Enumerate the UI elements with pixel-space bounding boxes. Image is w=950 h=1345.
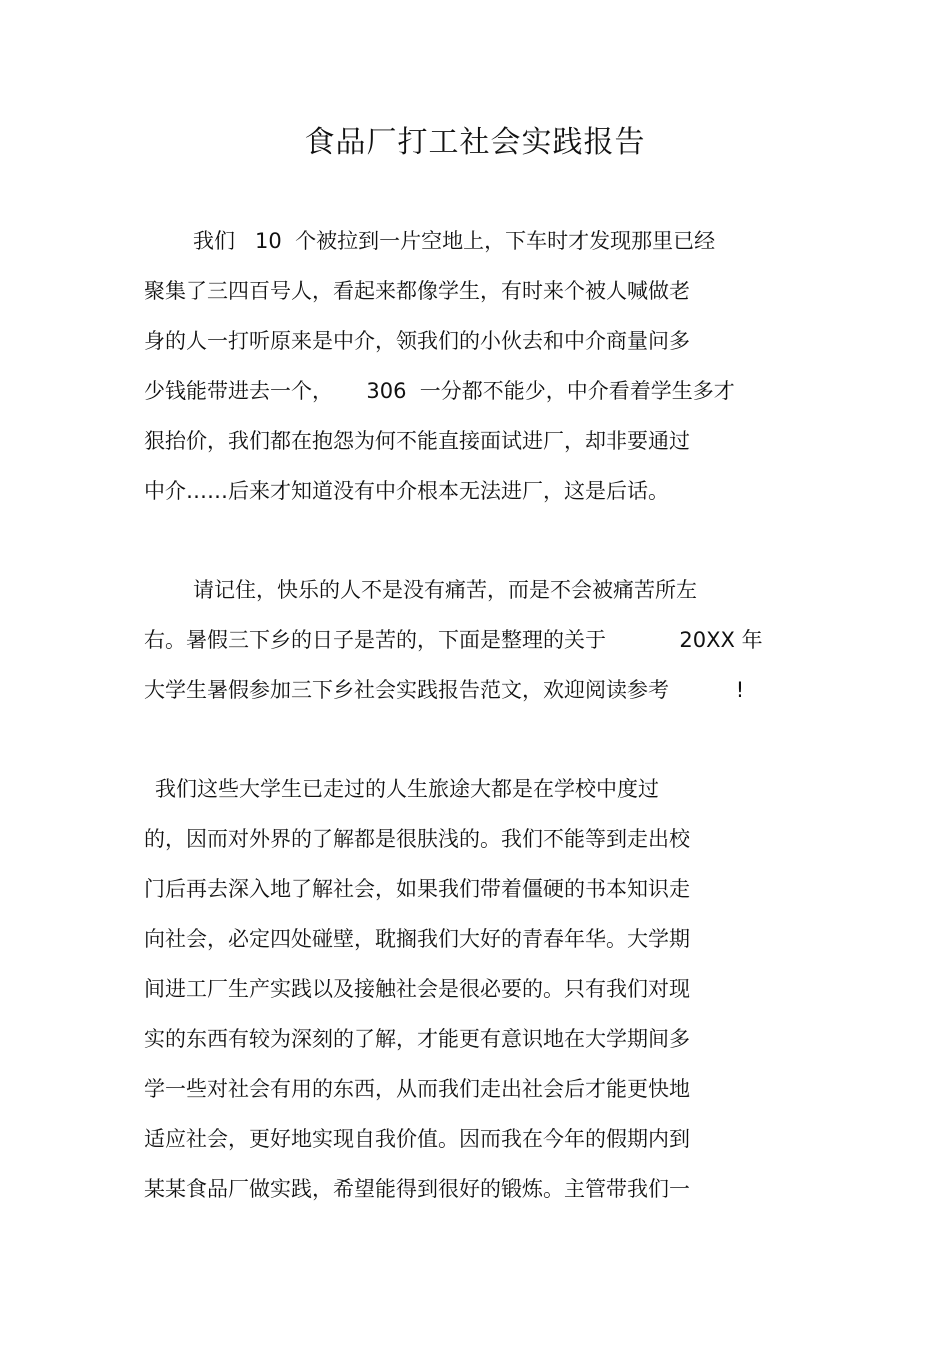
paragraph-3-line-9: 某某食品厂做实践，希望能得到很好的锻炼。主管带我们一 bbox=[144, 1177, 690, 1201]
paragraph-3-line-6: 实的东西有较为深刻的了解，才能更有意识地在大学期间多 bbox=[144, 1027, 690, 1051]
paragraph-3-line-2: 的，因而对外界的了解都是很肤浅的。我们不能等到走出校 bbox=[144, 827, 690, 851]
paragraph-2-line-3: 大学生暑假参加三下乡社会实践报告范文，欢迎阅读参考 ! bbox=[144, 678, 745, 702]
document-title: 食品厂打工社会实践报告 bbox=[304, 125, 646, 160]
paragraph-3-line-8: 适应社会，更好地实现自我价值。因而我在今年的假期内到 bbox=[144, 1127, 690, 1151]
paragraph-3-line-7: 学一些对社会有用的东西，从而我们走出社会后才能更快地 bbox=[144, 1077, 690, 1101]
paragraph-3-line-3: 门后再去深入地了解社会，如果我们带着僵硬的书本知识走 bbox=[144, 877, 690, 901]
paragraph-3-line-1: 我们这些大学生已走过的人生旅途大都是在学校中度过 bbox=[155, 777, 659, 801]
paragraph-3-line-4: 向社会，必定四处碰壁，耽搁我们大好的青春年华。大学期 bbox=[144, 927, 690, 951]
paragraph-1-line-5: 狠抬价，我们都在抱怨为何不能直接面试进厂，却非要通过 bbox=[144, 429, 690, 453]
paragraph-1-line-1: 我们 10 个被拉到一片空地上，下车时才发现那里已经 bbox=[193, 229, 716, 253]
paragraph-1-line-3: 身的人一打听原来是中介，领我们的小伙去和中介商量问多 bbox=[144, 329, 690, 353]
paragraph-1-line-4: 少钱能带进去一个， 306 一分都不能少，中介看着学生多才 bbox=[144, 379, 735, 403]
paragraph-3-line-5: 间进工厂生产实践以及接触社会是很必要的。只有我们对现 bbox=[144, 977, 690, 1001]
paragraph-1-line-6: 中介……后来才知道没有中介根本无法进厂，这是后话。 bbox=[144, 479, 669, 503]
paragraph-2-line-2: 右。暑假三下乡的日子是苦的，下面是整理的关于 20XX 年 bbox=[144, 628, 763, 652]
paragraph-2-line-1: 请记住，快乐的人不是没有痛苦，而是不会被痛苦所左 bbox=[193, 578, 697, 602]
paragraph-1-line-2: 聚集了三四百号人，看起来都像学生，有时来个被人喊做老 bbox=[144, 279, 690, 303]
